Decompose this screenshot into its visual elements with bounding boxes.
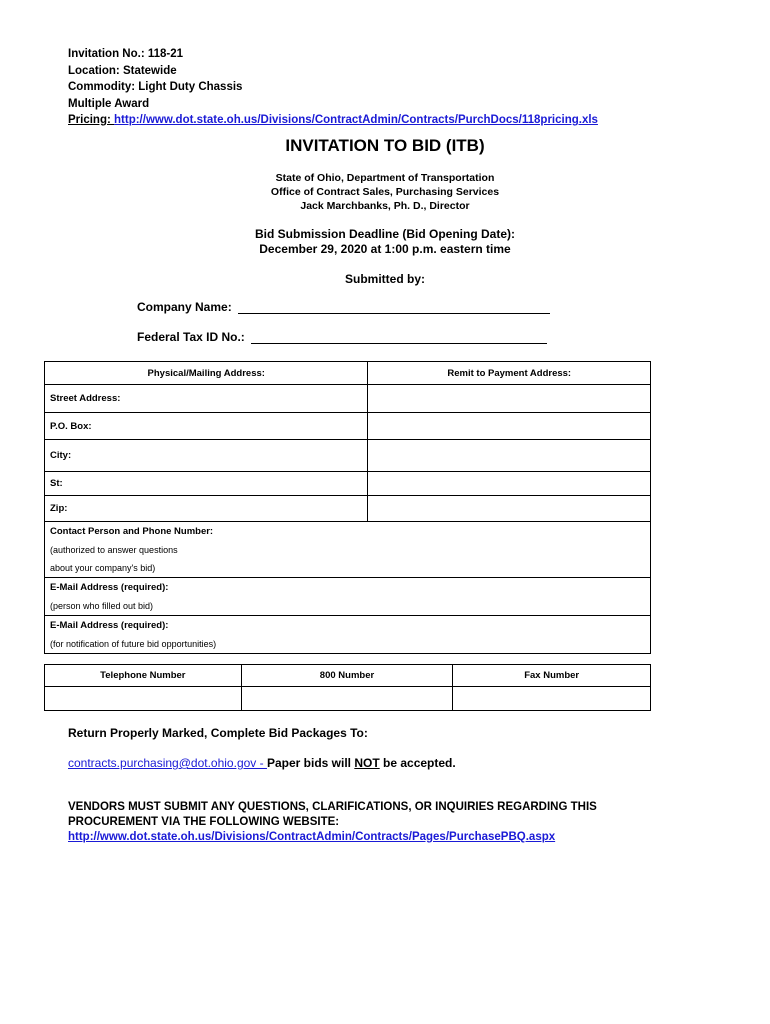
contact-note-2: about your company's bid): [50, 562, 156, 573]
contact-label: Contact Person and Phone Number:: [50, 525, 214, 537]
remit-po-box-cell[interactable]: [368, 413, 651, 440]
po-box-cell[interactable]: P.O. Box:: [45, 413, 368, 440]
commodity: Commodity: Light Duty Chassis: [68, 81, 243, 93]
deadline-line-1: Bid Submission Deadline (Bid Opening Date):: [254, 227, 515, 241]
vendors-line-2: PROCUREMENT VIA THE FOLLOWING WEBSITE:: [68, 816, 340, 828]
tollfree-field[interactable]: [241, 687, 453, 711]
email-bidder-cell[interactable]: [45, 578, 651, 616]
remit-city-cell[interactable]: [368, 440, 651, 472]
agency-line-1: State of Ohio, Department of Transportation: [275, 172, 495, 184]
agency-block: [0, 171, 770, 213]
company-name-label: Company Name:: [137, 300, 232, 314]
contact-person-cell[interactable]: [45, 522, 651, 578]
email-bidder-note: (person who filled out bid): [50, 600, 154, 611]
agency-line-3: Jack Marchbanks, Ph. D., Director: [300, 200, 470, 212]
email-notification-note: (for notification of future bid opportunities): [50, 638, 217, 649]
vendors-notice: [68, 800, 597, 845]
paper-bids-text: Paper bids will: [266, 756, 355, 770]
page-title: INVITATION TO BID (ITB): [285, 136, 485, 155]
state-cell[interactable]: St:: [45, 472, 368, 496]
telephone-field[interactable]: [45, 687, 242, 711]
deadline-block: [0, 227, 770, 257]
tax-id-field[interactable]: [251, 331, 547, 344]
return-email-row: [68, 756, 456, 770]
fax-field[interactable]: [453, 687, 651, 711]
agency-line-2: Office of Contract Sales, Purchasing Services: [270, 186, 500, 198]
remit-state-cell[interactable]: [368, 472, 651, 496]
city-cell[interactable]: City:: [45, 440, 368, 472]
physical-address-header: Physical/Mailing Address:: [45, 362, 368, 385]
remit-address-header: Remit to Payment Address:: [368, 362, 651, 385]
location: Location: Statewide: [68, 64, 177, 77]
tollfree-header: 800 Number: [241, 665, 453, 687]
submitted-by: Submitted by:: [345, 272, 425, 286]
return-heading: Return Properly Marked, Complete Bid Packages To:: [68, 726, 368, 740]
pbq-link[interactable]: http://www.dot.state.oh.us/Divisions/ContractAdmin/Contracts/Pages/PurchasePBQ.aspx: [68, 831, 556, 843]
pricing-link[interactable]: http://www.dot.state.oh.us/Divisions/ContractAdmin/Contracts/PurchDocs/118pricing.xls: [114, 114, 598, 126]
remit-street-cell[interactable]: [368, 385, 651, 413]
pricing-label: Pricing:: [68, 114, 115, 126]
street-address-cell[interactable]: Street Address:: [45, 385, 368, 413]
award-type: Multiple Award: [68, 97, 150, 110]
email-notification-label: E-Mail Address (required):: [50, 619, 169, 631]
address-table: [44, 361, 651, 654]
purchasing-email-link[interactable]: contracts.purchasing@dot.ohio.gov -: [68, 756, 267, 770]
not-emphasis: NOT: [354, 756, 380, 770]
fax-header: Fax Number: [453, 665, 651, 687]
header-block: [68, 46, 598, 129]
email-bidder-label: E-Mail Address (required):: [50, 581, 169, 593]
pricing-row: [68, 112, 598, 129]
company-name-field[interactable]: [238, 301, 550, 314]
zip-cell[interactable]: Zip:: [45, 496, 368, 522]
contact-note-1: (authorized to answer questions: [50, 544, 178, 555]
tax-id-label: Federal Tax ID No.:: [137, 330, 245, 344]
deadline-line-2: December 29, 2020 at 1:00 p.m. eastern time: [259, 242, 511, 256]
phone-table: [44, 664, 651, 711]
remit-zip-cell[interactable]: [368, 496, 651, 522]
tax-id-row: [137, 330, 547, 344]
email-notification-cell[interactable]: [45, 616, 651, 654]
invitation-number: Invitation No.: 118-21: [68, 48, 184, 60]
vendors-line-1: VENDORS MUST SUBMIT ANY QUESTIONS, CLARIFICATIONS, OR INQUIRIES REGARDING THIS: [68, 801, 597, 813]
company-name-row: [137, 300, 550, 314]
accepted-text: be accepted.: [379, 756, 456, 770]
telephone-header: Telephone Number: [45, 665, 242, 687]
